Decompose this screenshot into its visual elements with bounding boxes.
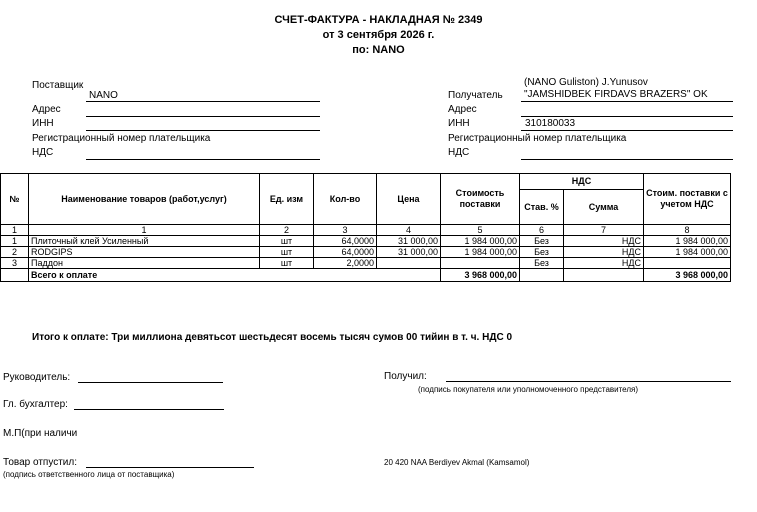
table-row — [1, 236, 731, 247]
row-name: Плиточный клей Усиленный — [29, 236, 260, 247]
table-row — [1, 247, 731, 258]
released-signature-line[interactable] — [86, 467, 254, 468]
row-total: 1 984 000,00 — [644, 236, 731, 247]
index-cell: 8 — [644, 225, 731, 236]
index-row — [1, 225, 731, 236]
index-cell: 4 — [377, 225, 441, 236]
index-cell: 3 — [314, 225, 377, 236]
supplier-inn-underline — [86, 130, 320, 131]
total-label: Всего к оплате — [29, 269, 441, 282]
recipient-address-underline — [521, 116, 733, 117]
supplier-nds-underline — [86, 159, 320, 160]
row-unit: шт — [260, 236, 314, 247]
recipient-value-line2: "JAMSHIDBEK FIRDAVS BRAZERS" OK — [524, 89, 708, 100]
header-sum: Сумма — [564, 190, 644, 225]
supplier-nds-label: НДС — [32, 147, 54, 158]
document-date: от 3 сентября 2026 г. — [322, 29, 435, 41]
recipient-inn-underline — [521, 130, 733, 131]
amount-in-words: Итого к оплате: Три миллиона девятьсот шестьдесят восемь тысяч сумов 00 тийин в т. ч. НДС 0 — [32, 332, 513, 343]
header-unit: Ед. изм — [260, 174, 314, 225]
total-row — [1, 269, 731, 282]
total-with-nds: 3 968 000,00 — [644, 269, 731, 282]
received-signature-line[interactable] — [446, 381, 731, 382]
header-name: Наименование товаров (работ,услуг) — [29, 174, 260, 225]
header-price: Цена — [377, 174, 441, 225]
index-cell: 2 — [260, 225, 314, 236]
index-cell: 6 — [520, 225, 564, 236]
row-num: 1 — [1, 236, 29, 247]
row-name: Паддон — [29, 258, 260, 269]
supplier-reg-label: Регистрационный номер плательщика — [32, 133, 211, 144]
row-cost — [441, 258, 520, 269]
row-sum: НДС — [564, 236, 644, 247]
released-note: (подпись ответственного лица от поставщика) — [3, 470, 175, 479]
document-title: СЧЕТ-ФАКТУРА - НАКЛАДНАЯ № 2349 — [274, 14, 483, 26]
row-num: 3 — [1, 258, 29, 269]
index-cell: 5 — [441, 225, 520, 236]
head-signature-line[interactable] — [78, 382, 223, 383]
supplier-value: NANO — [89, 90, 118, 101]
header-rate: Став. % — [520, 190, 564, 225]
document-to: по: NANO — [352, 44, 405, 56]
row-num: 2 — [1, 247, 29, 258]
driver-info: 20 420 NAA Berdiyev Akmal (Kamsamol) — [384, 458, 530, 467]
row-price: 31 000,00 — [377, 236, 441, 247]
total-cost: 3 968 000,00 — [441, 269, 520, 282]
supplier-address-underline — [86, 116, 320, 117]
head-label: Руководитель: — [3, 372, 71, 383]
row-price — [377, 258, 441, 269]
row-price: 31 000,00 — [377, 247, 441, 258]
row-unit: шт — [260, 258, 314, 269]
row-cost: 1 984 000,00 — [441, 247, 520, 258]
row-qty: 64,0000 — [314, 236, 377, 247]
index-cell: 7 — [564, 225, 644, 236]
row-rate: Без — [520, 247, 564, 258]
header-cost: Стоимость поставки — [441, 174, 520, 225]
recipient-nds-label: НДС — [448, 147, 470, 158]
recipient-nds-underline — [521, 159, 733, 160]
row-sum: НДС — [564, 258, 644, 269]
released-label: Товар отпустил: — [3, 457, 77, 468]
supplier-underline — [86, 101, 320, 102]
accountant-label: Гл. бухгалтер: — [3, 399, 68, 410]
header-nds: НДС — [520, 174, 644, 190]
row-rate: Без — [520, 236, 564, 247]
row-name: RODGIPS — [29, 247, 260, 258]
index-cell: 1 — [29, 225, 260, 236]
header-qty: Кол-во — [314, 174, 377, 225]
row-qty: 2,0000 — [314, 258, 377, 269]
row-total: 1 984 000,00 — [644, 247, 731, 258]
recipient-value-line1: (NANO Guliston) J.Yunusov — [524, 77, 648, 88]
row-cost: 1 984 000,00 — [441, 236, 520, 247]
row-sum: НДС — [564, 247, 644, 258]
supplier-address-label: Адрес — [32, 104, 61, 115]
recipient-underline — [521, 101, 733, 102]
recipient-address-label: Адрес — [448, 104, 477, 115]
header-num: № — [1, 174, 29, 225]
accountant-signature-line[interactable] — [74, 409, 224, 410]
row-unit: шт — [260, 247, 314, 258]
recipient-inn-label: ИНН — [448, 118, 470, 129]
received-label: Получил: — [384, 371, 427, 382]
received-note: (подпись покупателя или уполномоченного представителя) — [418, 385, 639, 394]
recipient-inn-value: 310180033 — [525, 118, 576, 129]
items-table — [0, 173, 731, 282]
table-row — [1, 258, 731, 269]
index-cell: 1 — [1, 225, 29, 236]
supplier-label: Поставщик — [32, 80, 84, 91]
stamp-label: М.П(при наличи — [3, 428, 78, 439]
supplier-inn-label: ИНН — [32, 118, 54, 129]
row-total — [644, 258, 731, 269]
recipient-reg-label: Регистрационный номер плательщика — [448, 133, 627, 144]
header-total: Стоим. поставки с учетом НДС — [644, 174, 731, 225]
row-rate: Без — [520, 258, 564, 269]
row-qty: 64,0000 — [314, 247, 377, 258]
recipient-label: Получатель — [448, 90, 503, 101]
